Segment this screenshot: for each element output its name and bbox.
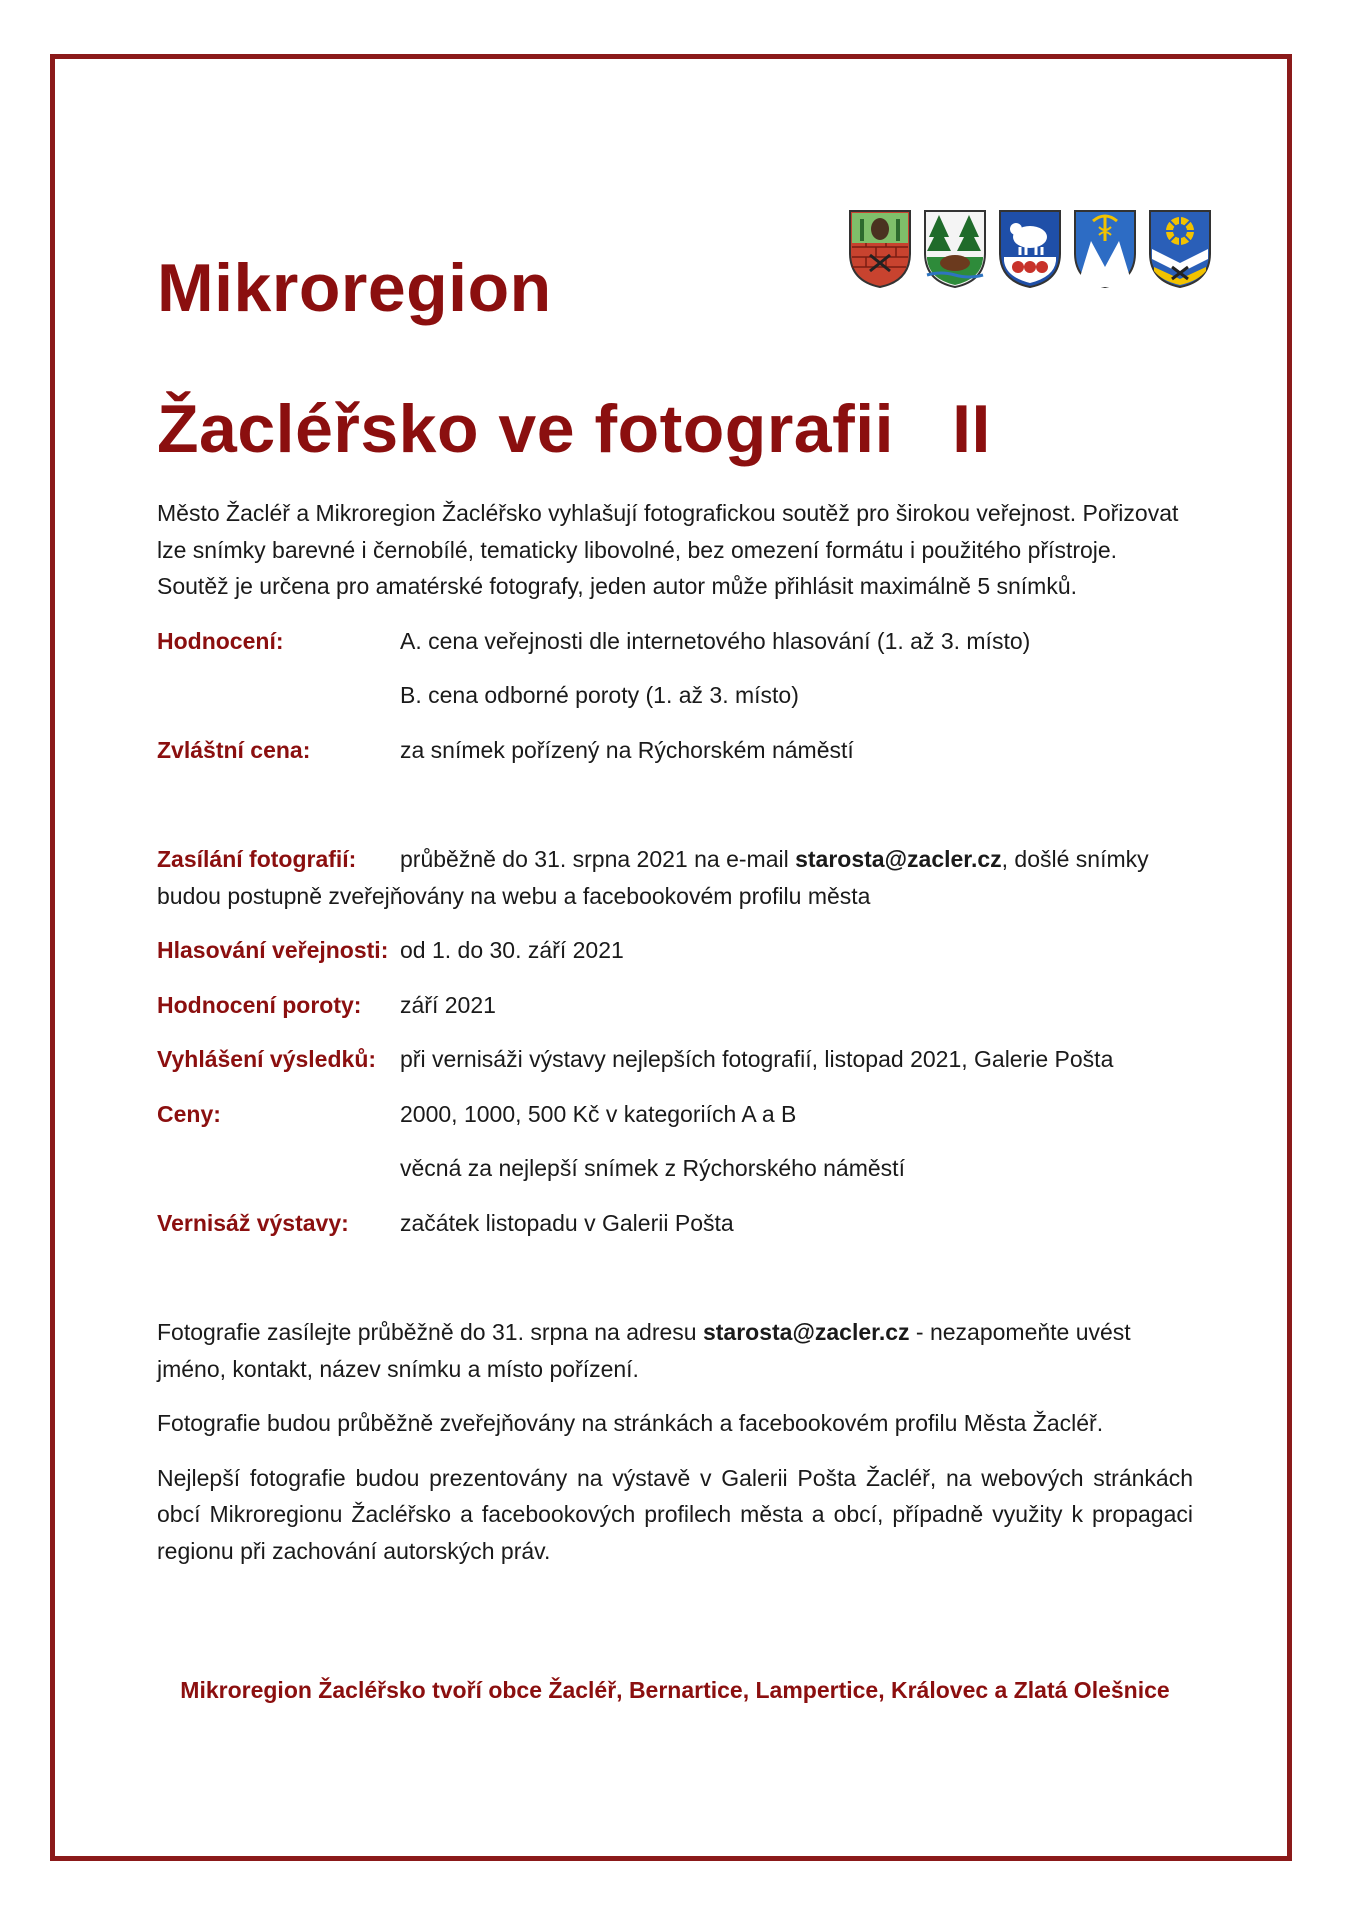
footer-note: Mikroregion Žacléřsko tvoří obce Žacléř, Bernartice, Lampertice, Královec a Zlatá Olešnice	[180, 1677, 1170, 1703]
send-email-link[interactable]: starosta@zacler.cz	[702, 1319, 910, 1345]
value-vernisaz: začátek listopadu v Galerii Pošta	[400, 1209, 734, 1236]
row-ceny	[157, 1096, 1193, 1133]
label-porota: Hodnocení poroty:	[157, 991, 362, 1018]
value-hodnoceni-a: A. cena veřejnosti dle internetového hlasování (1. až 3. místo)	[400, 627, 1031, 654]
title-line-2: Žacléřsko ve fotografii	[157, 391, 895, 467]
crest-bernartice-icon	[921, 207, 989, 289]
row-vyhlaseni	[157, 1041, 1193, 1078]
label-hlasovani: Hlasování veřejnosti:	[157, 937, 389, 963]
value-zasilani-before: průběžně do 31. srpna 2021 na e-mail	[400, 846, 789, 872]
municipal-crests	[846, 207, 1214, 289]
main-content	[157, 495, 1193, 1569]
row-zvlastni	[157, 732, 1193, 769]
publish-paragraph: Fotografie budou průběžně zveřejňovány na stránkách a facebookovém profilu Města Žacléř.	[157, 1410, 1104, 1436]
crest-zacler-icon	[846, 207, 914, 289]
row-hlasovani	[157, 932, 1193, 969]
label-ceny: Ceny:	[157, 1100, 221, 1127]
label-vyhlaseni: Vyhlášení výsledků:	[157, 1046, 377, 1072]
value-hlasovani: od 1. do 30. září 2021	[400, 937, 624, 963]
crest-lampertice-icon	[996, 207, 1064, 289]
value-porota: září 2021	[400, 991, 496, 1018]
label-hodnoceni: Hodnocení:	[157, 627, 284, 654]
row-zasilani	[157, 841, 1193, 914]
value-ceny-2: věcná za nejlepší snímek z Rýchorského náměstí	[400, 1155, 905, 1181]
label-vernisaz: Vernisáž výstavy:	[157, 1209, 349, 1236]
row-hodnoceni-b	[157, 677, 1193, 714]
best-photos-paragraph: Nejlepší fotografie budou prezentovány na výstavě v Galerii Pošta Žacléř, na webových stránkách obcí Mikroregionu Žacléřsko a facebookových profilech města a obcí, případně využity k propagaci regionu při zachování autorských práv.	[157, 1464, 1193, 1564]
row-vernisaz	[157, 1205, 1193, 1242]
row-hodnoceni	[157, 623, 1193, 660]
row-ceny-2	[157, 1150, 1193, 1187]
intro-paragraph: Město Žacléř a Mikroregion Žacléřsko vyhlašují fotografickou soutěž pro širokou veřejnost. Pořizovat lze snímky barevné i černobílé, tematicky libovolné, bez omezení formátu i použitého přístroje. Soutěž je určena pro amatérské fotografy, jeden autor může přihlásit maximálně 5 snímků.	[157, 500, 1179, 599]
label-zvlastni: Zvláštní cena:	[157, 736, 311, 763]
title-line-1: Mikroregion	[157, 250, 552, 326]
label-zasilani: Zasílání fotografií:	[157, 846, 357, 872]
value-zasilani-after: , došlé snímky budou postupně zveřejňovány na webu a facebookovém profilu města	[157, 846, 1149, 909]
value-zvlastni: za snímek pořízený na Rýchorském náměstí	[400, 736, 854, 763]
value-vyhlaseni: při vernisáži výstavy nejlepších fotografií, listopad 2021, Galerie Pošta	[400, 1046, 1114, 1072]
send-paragraph: Fotografie zasílejte průběžně do 31. srpna na adresu starosta@zacler.cz - nezapomeňte uvést jméno, kontakt, název snímku a místo pořízení.	[157, 1319, 1131, 1382]
row-porota	[157, 987, 1193, 1024]
value-ceny-1: 2000, 1000, 500 Kč v kategoriích A a B	[400, 1100, 797, 1127]
email-link[interactable]: starosta@zacler.cz	[795, 846, 1002, 872]
crest-kralovec-icon	[1071, 207, 1139, 289]
value-hodnoceni-b: B. cena odborné poroty (1. až 3. místo)	[400, 682, 799, 708]
title-numeral: II	[952, 391, 991, 467]
crest-zlata-olesnice-icon	[1146, 207, 1214, 289]
